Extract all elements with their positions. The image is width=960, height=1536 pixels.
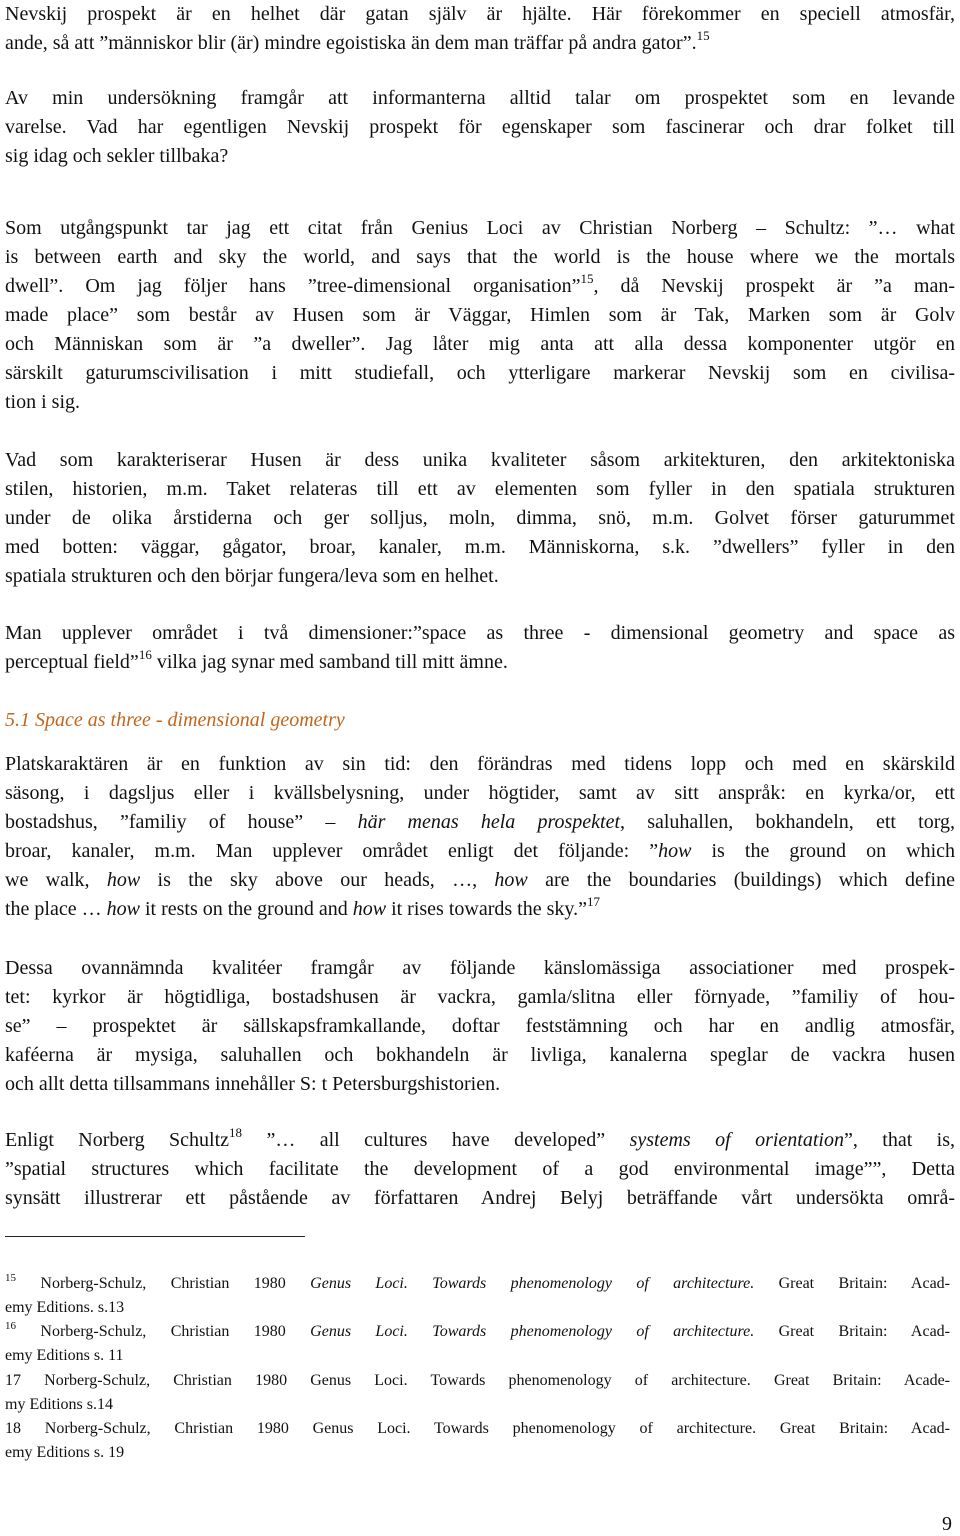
paragraph-1 — [5, 84, 955, 171]
footnote-number: 16 — [5, 1320, 16, 1332]
footnote-line — [5, 1272, 950, 1296]
text-line: säsong, i dagsljus eller i kvällsbelysning, under högtider, samt av sitt anspråk: en kyrka/or, ett — [5, 782, 955, 804]
footnote-ref: 18 — [229, 1126, 243, 1140]
emphasis-text: how — [494, 869, 528, 891]
emphasis-text: Genus Loci. Towards phenomenology of architecture. — [310, 1275, 755, 1292]
emphasis-text: Genus Loci. Towards phenomenology of architecture. — [310, 1323, 755, 1340]
text-run: perceptual field” — [5, 651, 139, 673]
text-line — [5, 808, 955, 837]
text-line: och allt detta tillsammans innehåller S: t Petersburgshistorien. — [5, 1073, 501, 1095]
paragraph-5 — [5, 750, 955, 924]
text-run: Norberg-Schulz, Christian 1980 — [16, 1275, 311, 1292]
footnote-ref: 15 — [580, 272, 594, 286]
text-line — [5, 272, 955, 301]
footnote-16 — [5, 1320, 950, 1368]
emphasis-text: här menas hela prospektet — [357, 811, 621, 833]
footnote-line: 17 Norberg-Schulz, Christian 1980 Genus Loci. Towards phenomenology of architecture. Great Britain: Acade- — [5, 1372, 950, 1389]
paragraph-4 — [5, 619, 955, 677]
text-run: ande, så att ”människor blir (är) mindre egoistiska än dem man träffar på andra gator”. — [5, 32, 697, 54]
text-run: broar, kanaler, m.m. Man upplever området enligt det följande: ” — [5, 840, 659, 862]
text-run: it rises towards the sky.” — [386, 898, 587, 920]
emphasis-text: how — [106, 869, 141, 891]
page-number: 9 — [942, 1513, 952, 1535]
text-line: ”spatial structures which facilitate the development of a god environmental image””, Detta — [5, 1158, 955, 1180]
text-line: made place” som består av Husen som är Väggar, Himlen som är Tak, Marken som är Golv — [5, 304, 955, 326]
paragraph-2 — [5, 214, 955, 417]
footnote-line: 18 Norberg-Schulz, Christian 1980 Genus Loci. Towards phenomenology of architecture. Great Britain: Acad- — [5, 1420, 950, 1437]
paragraph-6 — [5, 954, 955, 1099]
text-line: stilen, historien, m.m. Taket relateras till ett av elementen som fyller in den spatiala strukturen — [5, 478, 955, 500]
paragraph-7 — [5, 1126, 955, 1213]
text-line: och Människan som är ”a dweller”. Jag låter mig anta att alla dessa komponenter utgör en — [5, 333, 955, 355]
footnote-15 — [5, 1272, 950, 1320]
text-line: särskilt gaturumscivilisation i mitt studiefall, och ytterligare markerar Nevskij som en civilisa- — [5, 362, 955, 384]
paragraph-0 — [5, 0, 955, 58]
text-run: is the sky above our heads, …, — [140, 869, 495, 891]
text-line — [5, 837, 955, 866]
text-line: Man upplever området i två dimensioner:”space as three - dimensional geometry and space as — [5, 622, 955, 644]
text-line — [5, 29, 955, 58]
footnote-17 — [5, 1369, 950, 1417]
text-line: synsätt illustrerar ett påstående av författaren Andrej Belyj beträffande vårt undersökta områ- — [5, 1187, 955, 1209]
text-line: varelse. Vad har egentligen Nevskij prospekt för egenskaper som fascinerar och drar folket till — [5, 116, 955, 138]
footnote-ref: 17 — [586, 894, 600, 909]
text-line: Vad som karakteriserar Husen är dess unika kvaliteter såsom arkitekturen, den arkitektoniska — [5, 449, 955, 471]
text-line — [5, 648, 955, 677]
footnote-line: emy Editions. s.13 — [5, 1299, 125, 1316]
text-line: Nevskij prospekt är en helhet där gatan själv är hjälte. Här förekommer en speciell atmosfär, — [5, 3, 955, 25]
text-run: is the ground on which — [691, 840, 955, 862]
text-line: Platskaraktären är en funktion av sin tid: den förändras med tidens lopp och med en skärskild — [5, 753, 955, 775]
footnote-line: my Editions s.14 — [5, 1396, 114, 1413]
text-line: med botten: väggar, gågator, broar, kanaler, m.m. Människorna, s.k. ”dwellers” fyller in den — [5, 536, 955, 558]
text-run: Enligt Norberg Schultz — [5, 1129, 230, 1151]
emphasis-text: how — [106, 898, 140, 920]
footnote-line — [5, 1320, 950, 1344]
text-line: Som utgångspunkt tar jag ett citat från Genius Loci av Christian Norberg – Schultz: ”… what — [5, 217, 955, 239]
text-line — [5, 866, 955, 895]
emphasis-text: systems of orientation — [629, 1129, 844, 1151]
footnote-line: emy Editions s. 19 — [5, 1444, 125, 1461]
text-line — [5, 895, 955, 924]
section-heading: 5.1 Space as three - dimensional geometry — [5, 709, 345, 731]
paragraph-3 — [5, 446, 955, 591]
emphasis-text: how — [658, 840, 692, 862]
text-line: tion i sig. — [5, 391, 81, 413]
text-run: we walk, — [5, 869, 107, 891]
text-line: sig idag och sekler tillbaka? — [5, 145, 229, 167]
text-run: vilka jag synar med samband till mitt ämne. — [151, 651, 508, 673]
text-run: Norberg-Schulz, Christian 1980 — [16, 1323, 311, 1340]
text-run: dwell”. Om jag följer hans ”tree-dimensional organisation” — [5, 275, 581, 297]
footnote-divider — [5, 1236, 305, 1237]
footnote-number: 15 — [5, 1272, 16, 1284]
text-run: Great Britain: Acad- — [754, 1275, 950, 1292]
text-run: , då Nevskij prospekt är ”a man- — [593, 275, 955, 297]
text-line: is between earth and sky the world, and says that the world is the house where we the mortals — [5, 246, 955, 268]
text-run: the place … — [5, 898, 107, 920]
text-line: se” – prospektet är sällskapsframkallande, doftar feststämning och har en andlig atmosfär, — [5, 1015, 955, 1037]
footnote-ref: 16 — [138, 647, 152, 662]
text-line: Av min undersökning framgår att informanterna alltid talar om prospektet som en levande — [5, 87, 955, 109]
text-run: bostadshus, ”familiy of house” – — [5, 811, 358, 833]
footnote-ref: 15 — [696, 28, 710, 43]
footnote-18 — [5, 1417, 950, 1465]
text-line — [5, 1126, 955, 1155]
text-run: are the boundaries (buildings) which define — [527, 869, 955, 891]
text-line: under de olika årstiderna och ger solljus, moln, dimma, snö, m.m. Golvet förser gaturummet — [5, 507, 955, 529]
text-run: ”, that is, — [843, 1129, 955, 1151]
text-run: it rests on the ground and — [139, 898, 353, 920]
text-line: tet: kyrkor är högtidliga, bostadshusen är vackra, gamla/slitna eller förnyade, ”familiy of hou- — [5, 986, 955, 1008]
emphasis-text: how — [352, 898, 387, 920]
text-run: ”… all cultures have developed” — [242, 1129, 630, 1151]
footnote-line: emy Editions s. 11 — [5, 1347, 124, 1364]
text-line: kaféerna är mysiga, saluhallen och bokhandeln är livliga, kanalerna speglar de vackra husen — [5, 1044, 955, 1066]
text-run: , saluhallen, bokhandeln, ett torg, — [620, 811, 955, 833]
text-run: Great Britain: Acad- — [754, 1323, 950, 1340]
text-line: Dessa ovannämnda kvalitéer framgår av följande känslomässiga associationer med prospek- — [5, 957, 955, 979]
text-line: spatiala strukturen och den börjar fungera/leva som en helhet. — [5, 565, 499, 587]
